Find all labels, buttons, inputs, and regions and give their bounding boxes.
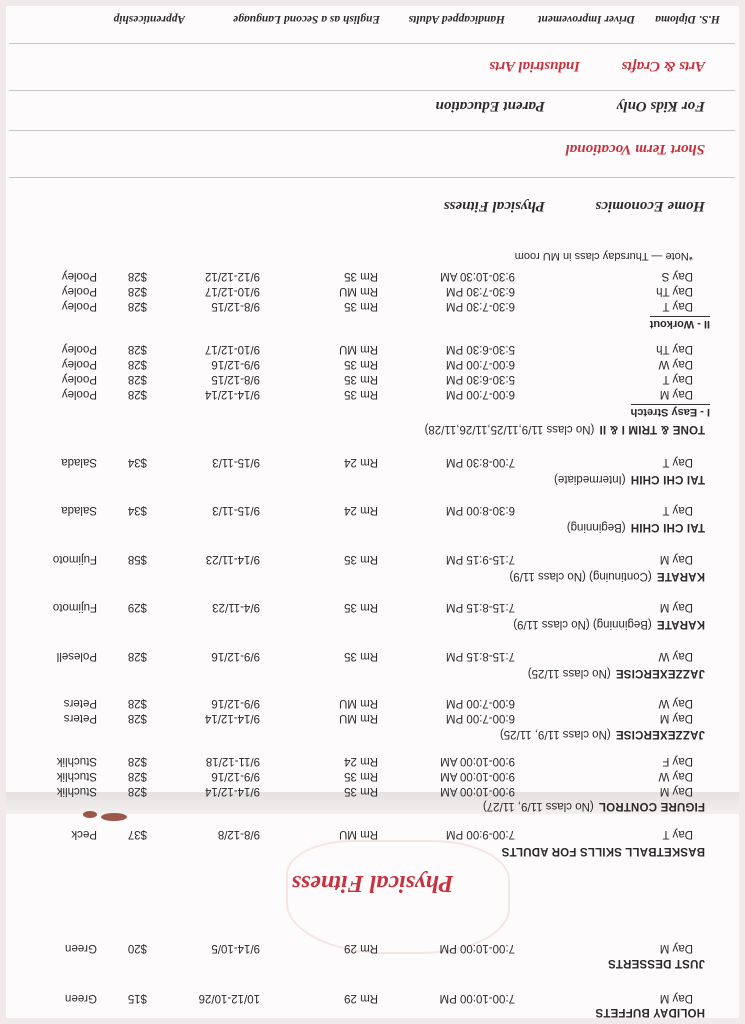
tab-industrial-arts: Industrial Arts bbox=[489, 58, 580, 74]
footnote: *Note — Thursday class in MU room bbox=[514, 250, 693, 262]
tab-divider bbox=[9, 130, 735, 131]
course-header: HOLIDAY BUFFETS bbox=[595, 1006, 705, 1018]
schedule-row: Day T 7:00-9:00 PM Rm MU 9/8-12/8 $37 Peck bbox=[71, 828, 693, 840]
tab-divider bbox=[9, 43, 735, 44]
subsection-label: I - Easy Stretch bbox=[630, 406, 710, 418]
tab-short-term-vocational: Short Term Vocational bbox=[565, 141, 705, 157]
stain bbox=[101, 813, 127, 821]
schedule-row: Day Th 5:30-6:30 PM Rm MU 9/10-12/17 $28 Pooley bbox=[61, 343, 693, 355]
schedule-row: Day W 6:00-7:00 PM Rm MU 9/9-12/16 $28 Peters bbox=[63, 697, 693, 709]
schedule-row: Day W 6:00-7:00 PM Rm 35 9/9-12/16 $28 Pooley bbox=[61, 358, 693, 370]
schedule-row: Day M 9:00-10:00 AM Rm 35 9/14-12/14 $28 Stuchlik bbox=[56, 785, 693, 797]
watermark-illustration bbox=[286, 840, 510, 954]
schedule-row: Day M 6:00-7:00 PM Rm 35 9/14-12/14 $28 Pooley bbox=[61, 388, 693, 400]
course-header: FIGURE CONTROL(No class 11/9, 11/27) bbox=[482, 800, 705, 812]
course-header: TAI CHI CHIH(Beginning) bbox=[566, 521, 705, 533]
schedule-row: Day T 6:30-8:00 PM Rm 24 9/15-11/3 $34 Salada bbox=[61, 504, 693, 516]
subsection-label: II - Workout bbox=[649, 318, 710, 330]
tab-divider bbox=[9, 90, 735, 91]
schedule-row: Day W 9:00-10:00 AM Rm 35 9/9-12/16 $28 Stuchlik bbox=[56, 770, 693, 782]
schedule-row: Day F 9:00-10:00 AM Rm 24 9/11-12/18 $28 Stuchlik bbox=[56, 755, 693, 767]
schedule-row: Day T 6:30-7:30 PM Rm 35 9/8-12/15 $28 Pooley bbox=[61, 300, 693, 312]
course-header: JAZZEXERCISE(No class 11/25) bbox=[527, 667, 705, 679]
course-header: JUST DESSERTS bbox=[607, 957, 705, 969]
schedule-row: Day M 7:15-8:15 PM Rm 35 9/4-11/23 $29 Fujimoto bbox=[52, 601, 693, 613]
schedule-row: Day T 5:30-6:30 PM Rm 35 9/8-12/15 $28 Pooley bbox=[61, 373, 693, 385]
course-header: JAZZEXERCISE(No class 11/9, 11/25) bbox=[499, 728, 705, 740]
tab-for-kids-only: For Kids Only bbox=[616, 98, 705, 114]
tab-handicapped-adults: Handicapped Adults bbox=[408, 13, 505, 25]
tab-physical-fitness: Physical Fitness bbox=[443, 198, 545, 214]
tab-parent-education: Parent Education bbox=[435, 98, 545, 114]
schedule-row: Day Th 6:30-7:30 PM Rm MU 9/10-12/17 $28 Pooley bbox=[61, 285, 693, 297]
schedule-row: Day W 7:15-8:15 PM Rm 35 9/9-12/16 $28 Polesell bbox=[56, 650, 693, 662]
course-header: KARATE(Beginning) (No class 11/9) bbox=[513, 618, 705, 630]
schedule-row: Day T 7:00-8:30 PM Rm 24 9/15-11/3 $34 Salada bbox=[61, 456, 693, 468]
tab-divider bbox=[9, 177, 735, 178]
tab-esl: English as a Second Language bbox=[233, 13, 380, 25]
tab-driver-improvement: Driver Improvement bbox=[538, 13, 635, 25]
course-header: KARATE(Continuing) (No class 11/9) bbox=[509, 570, 705, 582]
schedule-row: Day M 7:00-10:00 PM Rm 29 10/12-10/26 $15 Green bbox=[65, 992, 693, 1004]
tab-arts-crafts: Arts & Crafts bbox=[621, 58, 705, 74]
section-title: Physical Fitness bbox=[291, 870, 454, 896]
schedule-row: Day M 6:00-7:00 PM Rm MU 9/14-12/14 $28 Peters bbox=[63, 712, 693, 724]
schedule-row: Day S 9:30-10:30 AM Rm 35 9/12-12/12 $28 Pooley bbox=[61, 270, 693, 282]
course-header: TONE & TRIM I & II(No class 11/9,11/25,11/26,11/28) bbox=[424, 423, 705, 435]
tab-hs-diploma: H.S. Diploma bbox=[655, 13, 720, 25]
course-header: TAI CHI CHIH(Intermediate) bbox=[554, 473, 705, 485]
tab-apprenticeship: Apprenticeship bbox=[113, 13, 185, 25]
course-header: BASKETBALL SKILLS FOR ADULTS bbox=[501, 845, 705, 857]
stain bbox=[83, 811, 97, 818]
tab-home-economics: Home Economics bbox=[595, 198, 705, 214]
schedule-row: Day M 7:00-10:00 PM Rm 29 9/14-10/5 $20 Green bbox=[65, 942, 693, 954]
schedule-row: Day M 7:15-9:15 PM Rm 35 9/14-11/23 $58 Fujimoto bbox=[52, 553, 693, 565]
